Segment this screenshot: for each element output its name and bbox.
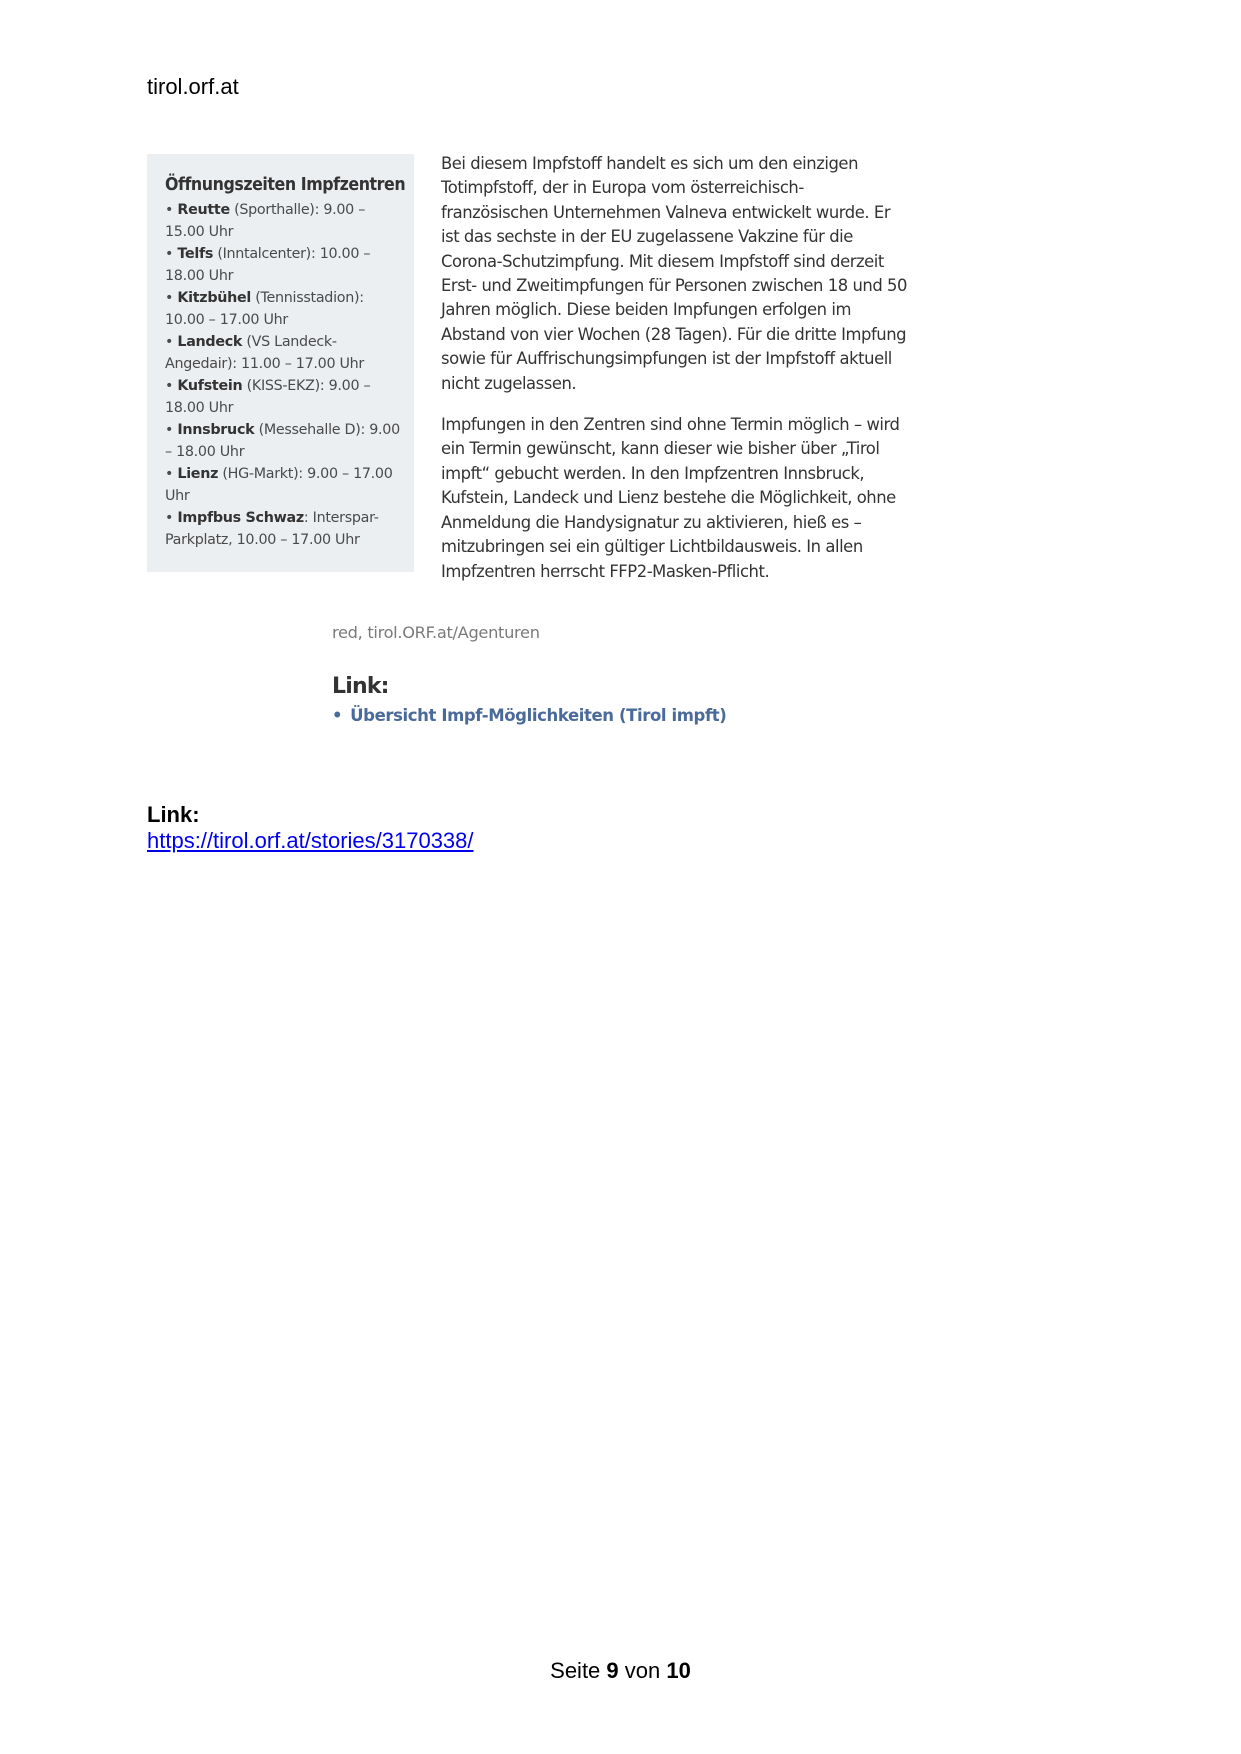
- location-name: Impfbus Schwaz: [177, 510, 304, 526]
- location-name: Lienz: [177, 466, 219, 482]
- article-source: red, tirol.ORF.at/Agenturen: [332, 623, 540, 642]
- infobox-list: [165, 199, 400, 551]
- location-detail: : Interspar-Parkplatz, 10.00 – 17.00 Uhr: [165, 510, 379, 548]
- list-item: • Impfbus Schwaz: Interspar-Parkplatz, 10.00 – 17.00 Uhr: [165, 510, 379, 548]
- list-item: • Kufstein (KISS-EKZ): 9.00 – 18.00 Uhr: [165, 378, 371, 416]
- location-name: Innsbruck: [177, 422, 255, 438]
- footer-link-label: Link:: [147, 802, 200, 827]
- location-name: Reutte: [177, 202, 230, 218]
- article-body: [441, 152, 911, 601]
- list-item: • Kitzbühel (Tennisstadion): 10.00 – 17.00 Uhr: [165, 290, 364, 328]
- footer-link-url[interactable]: https://tirol.orf.at/stories/3170338/: [147, 828, 474, 853]
- list-item: • Telfs (Inntalcenter): 10.00 – 18.00 Uhr: [165, 246, 371, 284]
- related-link-heading: Link:: [332, 674, 389, 699]
- location-detail: (VS Landeck-Angedair): 11.00 – 17.00 Uhr: [165, 334, 364, 372]
- list-item: • Reutte (Sporthalle): 9.00 – 15.00 Uhr: [165, 202, 366, 240]
- infobox-title: Öffnungszeiten Impfzentren: [165, 174, 406, 195]
- opening-hours-infobox: [147, 154, 414, 572]
- pagination-total: 10: [666, 1658, 691, 1683]
- list-item: • Landeck (VS Landeck-Angedair): 11.00 – 17.00 Uhr: [165, 334, 364, 372]
- location-detail: (Inntalcenter): 10.00 – 18.00 Uhr: [165, 246, 371, 284]
- related-link[interactable]: • Übersicht Impf-Möglichkeiten (Tirol impft): [332, 706, 726, 725]
- related-link-list: [332, 706, 726, 725]
- location-detail: (KISS-EKZ): 9.00 – 18.00 Uhr: [165, 378, 371, 416]
- location-name: Telfs: [177, 246, 214, 262]
- page-header: tirol.orf.at: [147, 74, 239, 99]
- location-name: Kitzbühel: [177, 290, 252, 306]
- location-name: Kufstein: [177, 378, 243, 394]
- pagination: [0, 1658, 1241, 1684]
- article-paragraph: Bei diesem Impfstoff handelt es sich um den einzigen Totimpfstoff, der in Europa vom österreichisch-französischen Unternehmen Valneva entwickelt wurde. Er ist das sechste in der EU zugelassene Vakzine für die Corona-Schutzimpfung. Mit diesem Impfstoff sind derzeit Erst- und Zweitimpfungen für Personen zwischen 18 und 50 Jahren möglich. Diese beiden Impfungen erfolgen im Abstand von vier Wochen (28 Tagen). Für die dritte Impfung sowie für Auffrischungsimpfungen ist der Impfstoff aktuell nicht zugelassen.: [441, 154, 907, 393]
- location-name: Landeck: [177, 334, 243, 350]
- pagination-middle: von: [618, 1658, 667, 1683]
- list-item: • Innsbruck (Messehalle D): 9.00 – 18.00 Uhr: [165, 422, 400, 460]
- location-detail: (Tennisstadion): 10.00 – 17.00 Uhr: [165, 290, 364, 328]
- location-detail: (Sporthalle): 9.00 – 15.00 Uhr: [165, 202, 366, 240]
- location-detail: (HG-Markt): 9.00 – 17.00 Uhr: [165, 466, 393, 504]
- location-detail: (Messehalle D): 9.00 – 18.00 Uhr: [165, 422, 400, 460]
- pagination-prefix: Seite: [550, 1658, 607, 1683]
- pagination-current: 9: [606, 1658, 619, 1683]
- article-paragraph: Impfungen in den Zentren sind ohne Termin möglich – wird ein Termin gewünscht, kann dieser wie bisher über „Tirol impft“ gebucht werden. In den Impfzentren Innsbruck, Kufstein, Landeck und Lienz bestehe die Möglichkeit, ohne Anmeldung die Handysignatur zu aktivieren, hieß es – mitzubringen sei ein gültiger Lichtbildausweis. In allen Impfzentren herrscht FFP2-Masken-Pflicht.: [441, 415, 900, 581]
- list-item: • Lienz (HG-Markt): 9.00 – 17.00 Uhr: [165, 466, 393, 504]
